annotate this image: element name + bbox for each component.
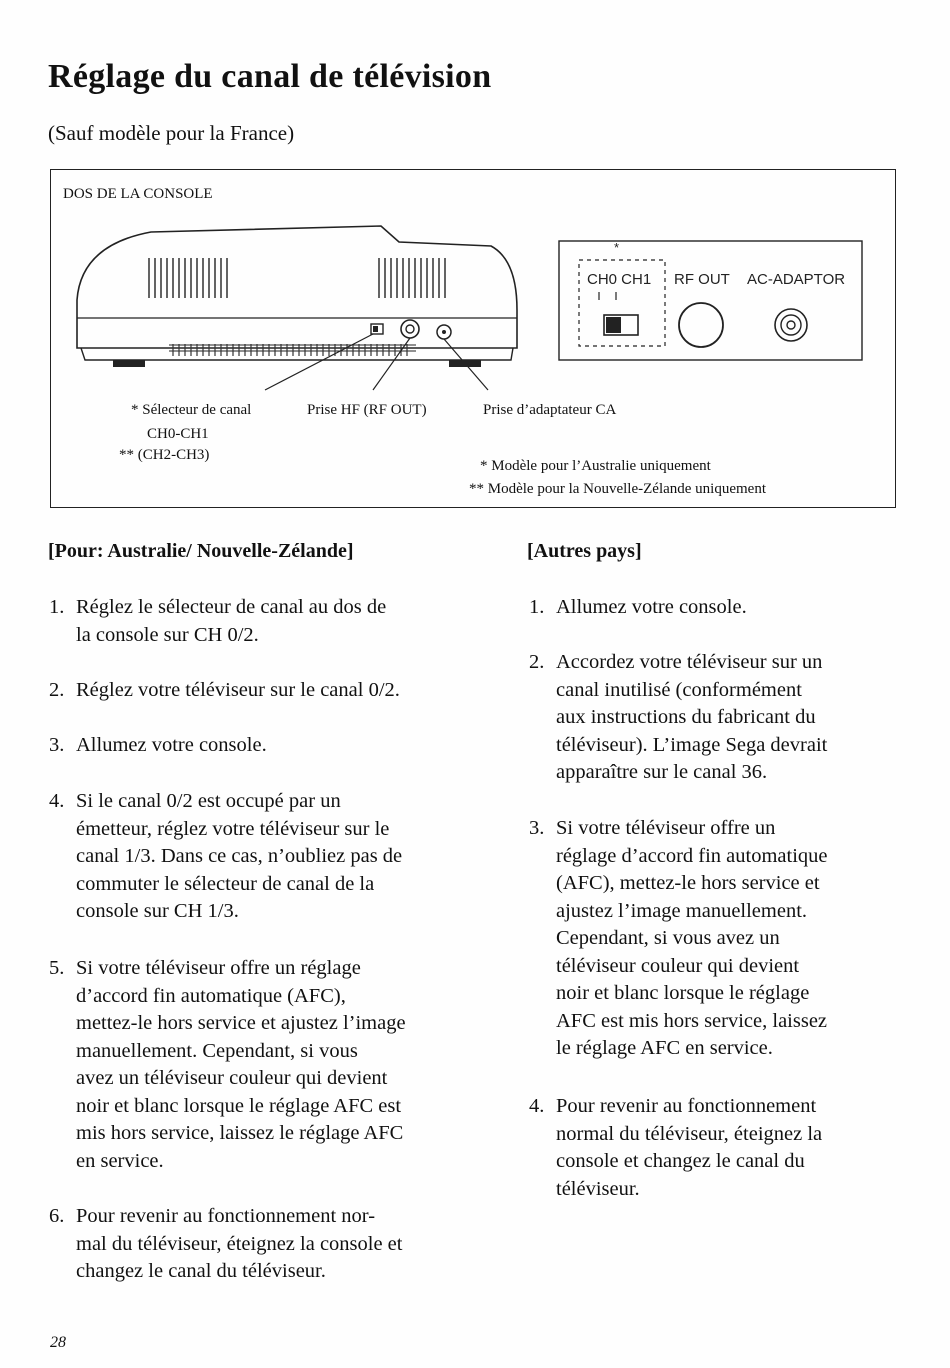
list-item-line: réglage d’accord fin automatique: [556, 844, 828, 867]
list-item-line: Si le canal 0/2 est occupé par un: [76, 790, 341, 812]
list-item-line: canal inutilisé (conformément: [556, 678, 802, 701]
list-item-line: normal du téléviseur, éteignez la: [556, 1122, 823, 1145]
list-item-line: Allumez votre console.: [556, 596, 747, 618]
list-item-line: émetteur, réglez votre téléviseur sur le: [76, 817, 390, 840]
list-item-line: Réglez votre téléviseur sur le canal 0/2.: [76, 679, 400, 701]
list-item-line: noir et blanc lorsque le réglage: [556, 982, 810, 1004]
callout-selector-ch0-ch1: CH0-CH1: [147, 426, 209, 442]
list-item-text: [556, 594, 747, 622]
list-item-line: Pour revenir au fonctionnement: [556, 1095, 817, 1117]
callout-selector-ch2-ch3: ** (CH2-CH3): [119, 447, 210, 463]
list-item-number: 6.: [49, 1205, 65, 1227]
list-item-text: [556, 649, 827, 787]
list-item-line: Si votre téléviseur offre un: [556, 817, 776, 839]
console-top-outline: [77, 226, 517, 310]
right-column-heading: [Autres pays]: [527, 540, 642, 562]
panel-ch-label: CH0 CH1: [587, 271, 652, 288]
list-item-number: 4.: [49, 790, 65, 812]
console-rf-out-port: [401, 320, 419, 338]
list-item-text: [76, 788, 402, 926]
ac-adaptor-jack: [775, 309, 807, 341]
page-subtitle: (Sauf modèle pour la France): [48, 121, 295, 145]
panel-star: *: [614, 240, 620, 255]
callout-ac-adaptor: Prise d’adaptateur CA: [483, 402, 617, 418]
list-item-line: noir et blanc lorsque le réglage AFC est: [76, 1094, 402, 1117]
list-item-line: Pour revenir au fonctionnement nor-: [76, 1205, 376, 1227]
pointer-selector: [265, 334, 373, 390]
list-item-text: [76, 594, 386, 649]
list-item-line: console sur CH 1/3.: [76, 900, 239, 922]
page-title: Réglage du canal de télévision: [48, 58, 492, 95]
list-item-text: [556, 1093, 822, 1203]
list-item-line: avez un téléviseur couleur qui devient: [76, 1067, 388, 1089]
list-item-line: AFC est mis hors service, laissez: [556, 1009, 828, 1032]
list-item-number: 1.: [529, 596, 545, 618]
console-base: [81, 348, 513, 360]
list-item-line: console et changez le canal du: [556, 1150, 805, 1172]
list-item-line: mal du téléviseur, éteignez la console et: [76, 1232, 403, 1255]
page-number: 28: [50, 1334, 66, 1351]
list-item-line: mis hors service, laissez le réglage AFC: [76, 1122, 404, 1144]
list-item-line: téléviseur couleur qui devient: [556, 954, 800, 977]
panel-ac-adaptor-label: AC-ADAPTOR: [747, 271, 846, 288]
vents-right: [379, 258, 445, 298]
list-item-line: téléviseur). L’image Sega devrait: [556, 733, 828, 756]
console-foot-left: [113, 360, 145, 367]
rear-grille-ticks: [173, 344, 407, 356]
list-item-text: [76, 1203, 402, 1286]
list-item-number: 2.: [529, 651, 545, 673]
list-item-number: 4.: [529, 1095, 545, 1117]
list-item-number: 3.: [529, 817, 545, 839]
list-item-line: d’accord fin automatique (AFC),: [76, 984, 346, 1007]
list-item-line: Réglez le sélecteur de canal au dos de: [76, 596, 387, 618]
callout-selector: * Sélecteur de canal: [131, 402, 252, 418]
list-item-line: aux instructions du fabricant du: [556, 706, 816, 728]
list-item-line: (AFC), mettez-le hors service et: [556, 872, 820, 894]
list-item-line: changez le canal du téléviseur.: [76, 1260, 326, 1282]
console-side-outline: [77, 300, 517, 348]
diagram-heading: DOS DE LA CONSOLE: [63, 186, 213, 202]
list-item-number: 2.: [49, 679, 65, 701]
list-item-text: [556, 815, 828, 1063]
list-item-line: la console sur CH 0/2.: [76, 623, 259, 646]
list-item-text: [76, 955, 406, 1175]
list-item-line: Accordez votre téléviseur sur un: [556, 651, 823, 673]
console-back-diagram: [50, 169, 896, 508]
pointer-rf-out: [373, 338, 410, 390]
list-item-line: apparaître sur le canal 36.: [556, 761, 768, 783]
list-item-line: Si votre téléviseur offre un réglage: [76, 957, 361, 979]
list-item-line: ajustez l’image manuellement.: [556, 899, 808, 922]
list-item-line: le réglage AFC en service.: [556, 1037, 773, 1059]
note-new-zealand: ** Modèle pour la Nouvelle-Zélande uniquement: [469, 481, 766, 497]
list-item-line: commuter le sélecteur de canal de la: [76, 872, 375, 895]
vents-left: [149, 258, 227, 298]
list-item-line: Allumez votre console.: [76, 734, 267, 756]
list-item-line: mettez-le hors service et ajustez l’image: [76, 1012, 406, 1034]
callout-rf-out: Prise HF (RF OUT): [307, 402, 427, 418]
list-item-line: manuellement. Cependant, si vous: [76, 1039, 358, 1062]
list-item-number: 5.: [49, 957, 65, 979]
list-item-number: 3.: [49, 734, 65, 756]
left-column-heading: [Pour: Australie/ Nouvelle-Zélande]: [48, 540, 354, 562]
list-item-line: en service.: [76, 1149, 164, 1172]
rf-out-jack: [679, 303, 723, 347]
note-australia: * Modèle pour l’Australie uniquement: [480, 458, 711, 474]
list-item-text: [76, 677, 400, 705]
list-item-line: Cependant, si vous avez un: [556, 927, 780, 949]
list-item-line: téléviseur.: [556, 1177, 640, 1200]
port-panel-zoom: [559, 241, 862, 360]
list-item-number: 1.: [49, 596, 65, 618]
list-item-line: canal 1/3. Dans ce cas, n’oubliez pas de: [76, 845, 403, 867]
list-item-text: [76, 732, 267, 760]
panel-rf-out-label: RF OUT: [674, 271, 730, 288]
